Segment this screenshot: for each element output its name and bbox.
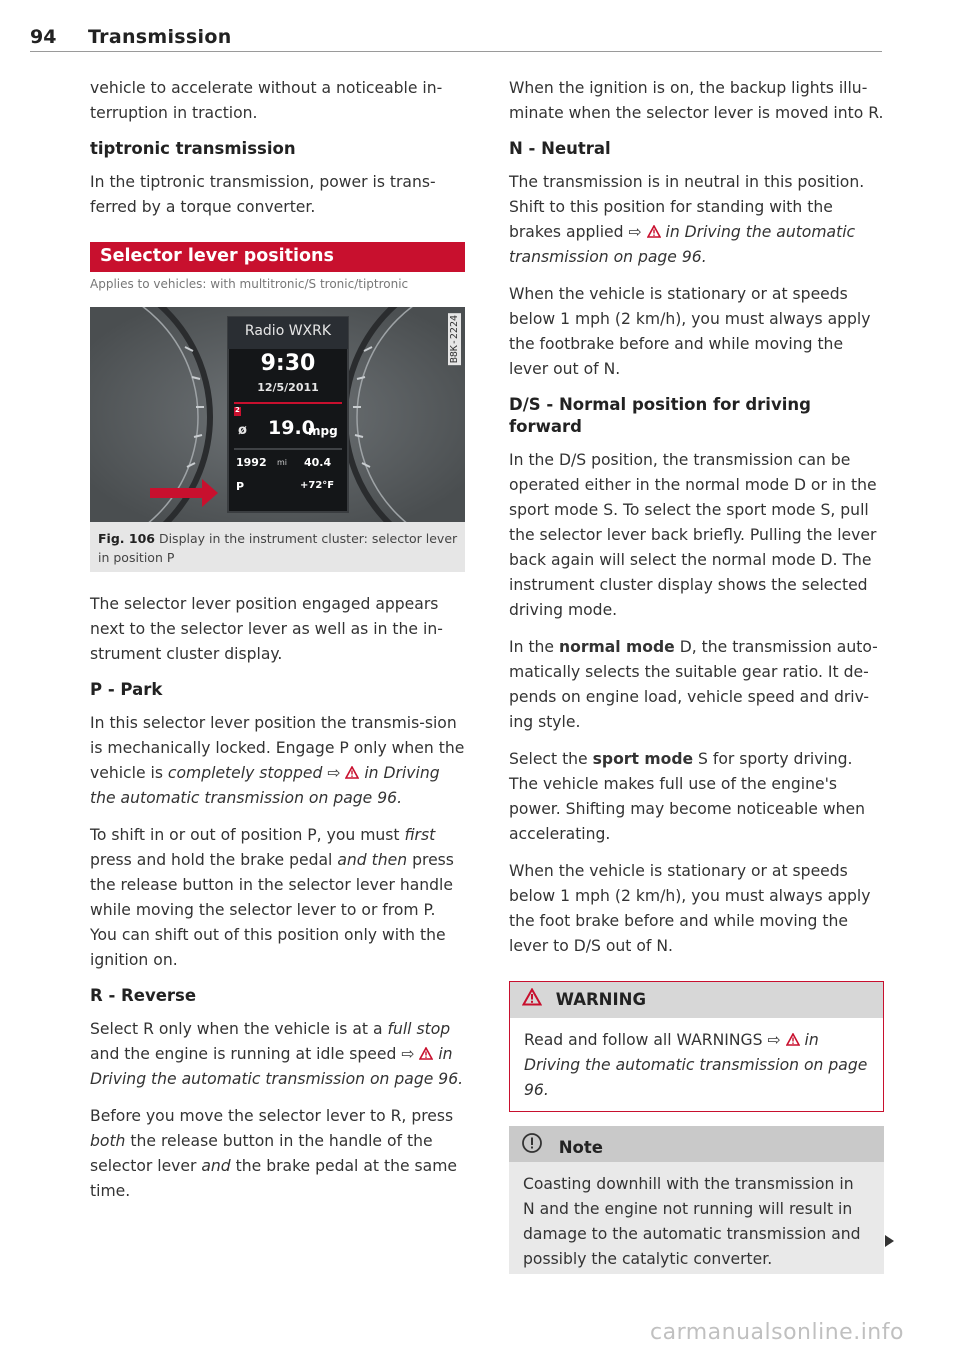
- heading-tiptronic: tiptronic transmission: [90, 139, 296, 158]
- text-span: Select the: [509, 750, 593, 768]
- text-span: D, the transmission auto-matically selects the suitable gear ratio. It de-pends on engine load, vehicle speed and driv-ing style.: [509, 638, 878, 731]
- figure-code: B8K-2224: [449, 315, 460, 364]
- paragraph-stationary-drive: When the vehicle is stationary or at speeds below 1 mph (2 km/h), you must always apply the foot brake before and while moving the lever to D/S out of N.: [509, 862, 871, 955]
- warning-triangle-icon: [419, 1047, 433, 1060]
- display-odometer: 1992: [236, 456, 267, 469]
- watermark: carmanualsonline.info: [650, 1320, 904, 1345]
- paragraph-drive-sport: In the D/S position, the transmission can be operated either in the normal mode D or in the sport mode S. To select the sport mode S, pull the selector lever back briefly. Pulling the lever back again will select the normal mode D. The instrument cluster display shows the selected driving mode.: [509, 451, 877, 619]
- left-column: [90, 76, 465, 1216]
- warning-triangle-icon: [522, 988, 542, 1006]
- page-reference-link[interactable]: in Driving the automatic transmission on page 96.: [509, 223, 856, 266]
- text-span: Select R only when the vehicle is at a: [90, 1020, 388, 1038]
- page-reference-link[interactable]: in Driving the automatic transmission on page 96.: [524, 1031, 868, 1099]
- text-span: S for sporty driving. The vehicle makes full use of the engine's power. Shifting may become noticeable when accelerating.: [509, 750, 865, 843]
- text-span: Before you move the selector lever to R, press: [90, 1107, 454, 1125]
- display-mpg-unit: mpg: [308, 424, 338, 438]
- page-header: [30, 24, 882, 52]
- warning-title: WARNING: [555, 990, 646, 1009]
- text-span: press the release button in the selector lever handle while moving the selector lever to or from P. You can shift out of this position only with the ignition on.: [90, 851, 454, 969]
- page-reference-link[interactable]: in Driving the automatic transmission on page 96.: [90, 1045, 464, 1088]
- arrow-icon: ⇨: [767, 1031, 781, 1049]
- page-reference-link[interactable]: in Driving the automatic transmission on page 96.: [90, 764, 440, 807]
- figure-106: [90, 307, 465, 572]
- paragraph-tiptronic: In the tiptronic transmission, power is trans-ferred by a torque converter.: [90, 173, 436, 216]
- heading-neutral: N - Neutral: [509, 139, 611, 158]
- text-span: Read and follow all WARNINGS: [524, 1031, 768, 1049]
- emphasis: first: [404, 826, 436, 844]
- paragraph-sport-mode: [509, 747, 884, 847]
- applies-to-note: Applies to vehicles: with multitronic/S tronic/tiptronic: [90, 277, 409, 291]
- warning-triangle-icon: [345, 766, 359, 779]
- section-title: Transmission: [88, 26, 232, 48]
- emphasis: both: [90, 1132, 126, 1150]
- paragraph-shift-park: [90, 823, 465, 973]
- emphasis: and then: [337, 851, 408, 869]
- right-column: [509, 76, 884, 1282]
- warning-body: [510, 1018, 883, 1111]
- heading-reverse: R - Reverse: [90, 986, 197, 1005]
- note-title: Note: [558, 1138, 603, 1157]
- figure-caption-text: Display in the instrument cluster: selector lever in position P: [98, 531, 458, 565]
- paragraph-traction: vehicle to accelerate without a noticeable in-terruption in traction.: [90, 79, 443, 122]
- paragraph-normal-mode: [509, 635, 884, 735]
- section-banner: Selector lever positions: [90, 242, 465, 272]
- arrow-icon: ⇨: [401, 1045, 415, 1063]
- note-header: [509, 1126, 884, 1162]
- figure-label: Fig. 106: [98, 531, 155, 546]
- text-span: and the engine is running at idle speed: [90, 1045, 402, 1063]
- note-body: Coasting downhill with the transmission in N and the engine not running will result in damage to the automatic transmission and possibly the catalytic converter.: [523, 1175, 861, 1268]
- arrow-icon: ⇨: [628, 223, 642, 241]
- text-span: the release button in the handle of the selector lever: [90, 1132, 433, 1175]
- display-average-symbol: ø: [238, 423, 247, 438]
- paragraph-stationary-neutral: When the vehicle is stationary or at speeds below 1 mph (2 km/h), you must always apply the footbrake before and while moving the lever out of N.: [509, 285, 871, 378]
- instrument-cluster-image: [90, 307, 465, 522]
- emphasis: full stop: [387, 1020, 451, 1038]
- warning-header: [510, 982, 883, 1018]
- text-span: In this selector lever position the transmis-sion is mechanically locked. Engage P only when the vehicle is: [90, 714, 465, 782]
- display-gear: P: [236, 480, 245, 493]
- display-station: Radio WXRK: [244, 323, 332, 339]
- display-odometer-unit: mi: [277, 458, 288, 467]
- paragraph-position-display: The selector lever position engaged appears next to the selector lever as well as in the in-strument cluster display.: [90, 595, 443, 663]
- paragraph-before-reverse: [90, 1104, 465, 1204]
- warning-box: [509, 981, 884, 1112]
- display-time: 9:30: [260, 351, 316, 376]
- emphasis: completely stopped: [167, 764, 323, 782]
- continue-arrow-icon: [885, 1235, 894, 1247]
- heading-park: P - Park: [90, 680, 163, 699]
- text-span: To shift in or out of position P, you must: [90, 826, 405, 844]
- arrow-icon: ⇨: [327, 764, 341, 782]
- paragraph-reverse: [90, 1017, 465, 1092]
- display-date: 12/5/2011: [257, 381, 319, 394]
- display-trip: 40.4: [304, 456, 332, 469]
- strong-term: sport mode: [592, 750, 694, 768]
- display-temperature: +72°F: [300, 480, 335, 491]
- strong-term: normal mode: [559, 638, 675, 656]
- page-number: 94: [30, 26, 57, 48]
- text-span: the brake pedal at the same time.: [90, 1157, 457, 1200]
- figure-caption: [98, 529, 458, 567]
- heading-drive-sport: D/S - Normal position for driving forward: [509, 395, 811, 436]
- text-span: The transmission is in neutral in this position. Shift to this position for standing with the brakes applied: [509, 173, 865, 241]
- note-box: [509, 1126, 884, 1274]
- text-span: press and hold the brake pedal: [90, 851, 338, 869]
- warning-triangle-icon: [786, 1033, 800, 1046]
- text-span: In the: [509, 638, 559, 656]
- note-info-icon: [521, 1132, 543, 1154]
- paragraph-park: [90, 711, 465, 811]
- emphasis: and: [201, 1157, 231, 1175]
- paragraph-backup-lights: When the ignition is on, the backup lights illu-minate when the selector lever is moved into R.: [509, 79, 884, 122]
- display-mpg-value: 19.0: [268, 417, 315, 439]
- paragraph-neutral: [509, 170, 884, 270]
- instrument-cluster-graphic: [90, 307, 465, 522]
- display-gear-indicator: 2: [235, 406, 240, 414]
- warning-triangle-icon: [647, 225, 661, 238]
